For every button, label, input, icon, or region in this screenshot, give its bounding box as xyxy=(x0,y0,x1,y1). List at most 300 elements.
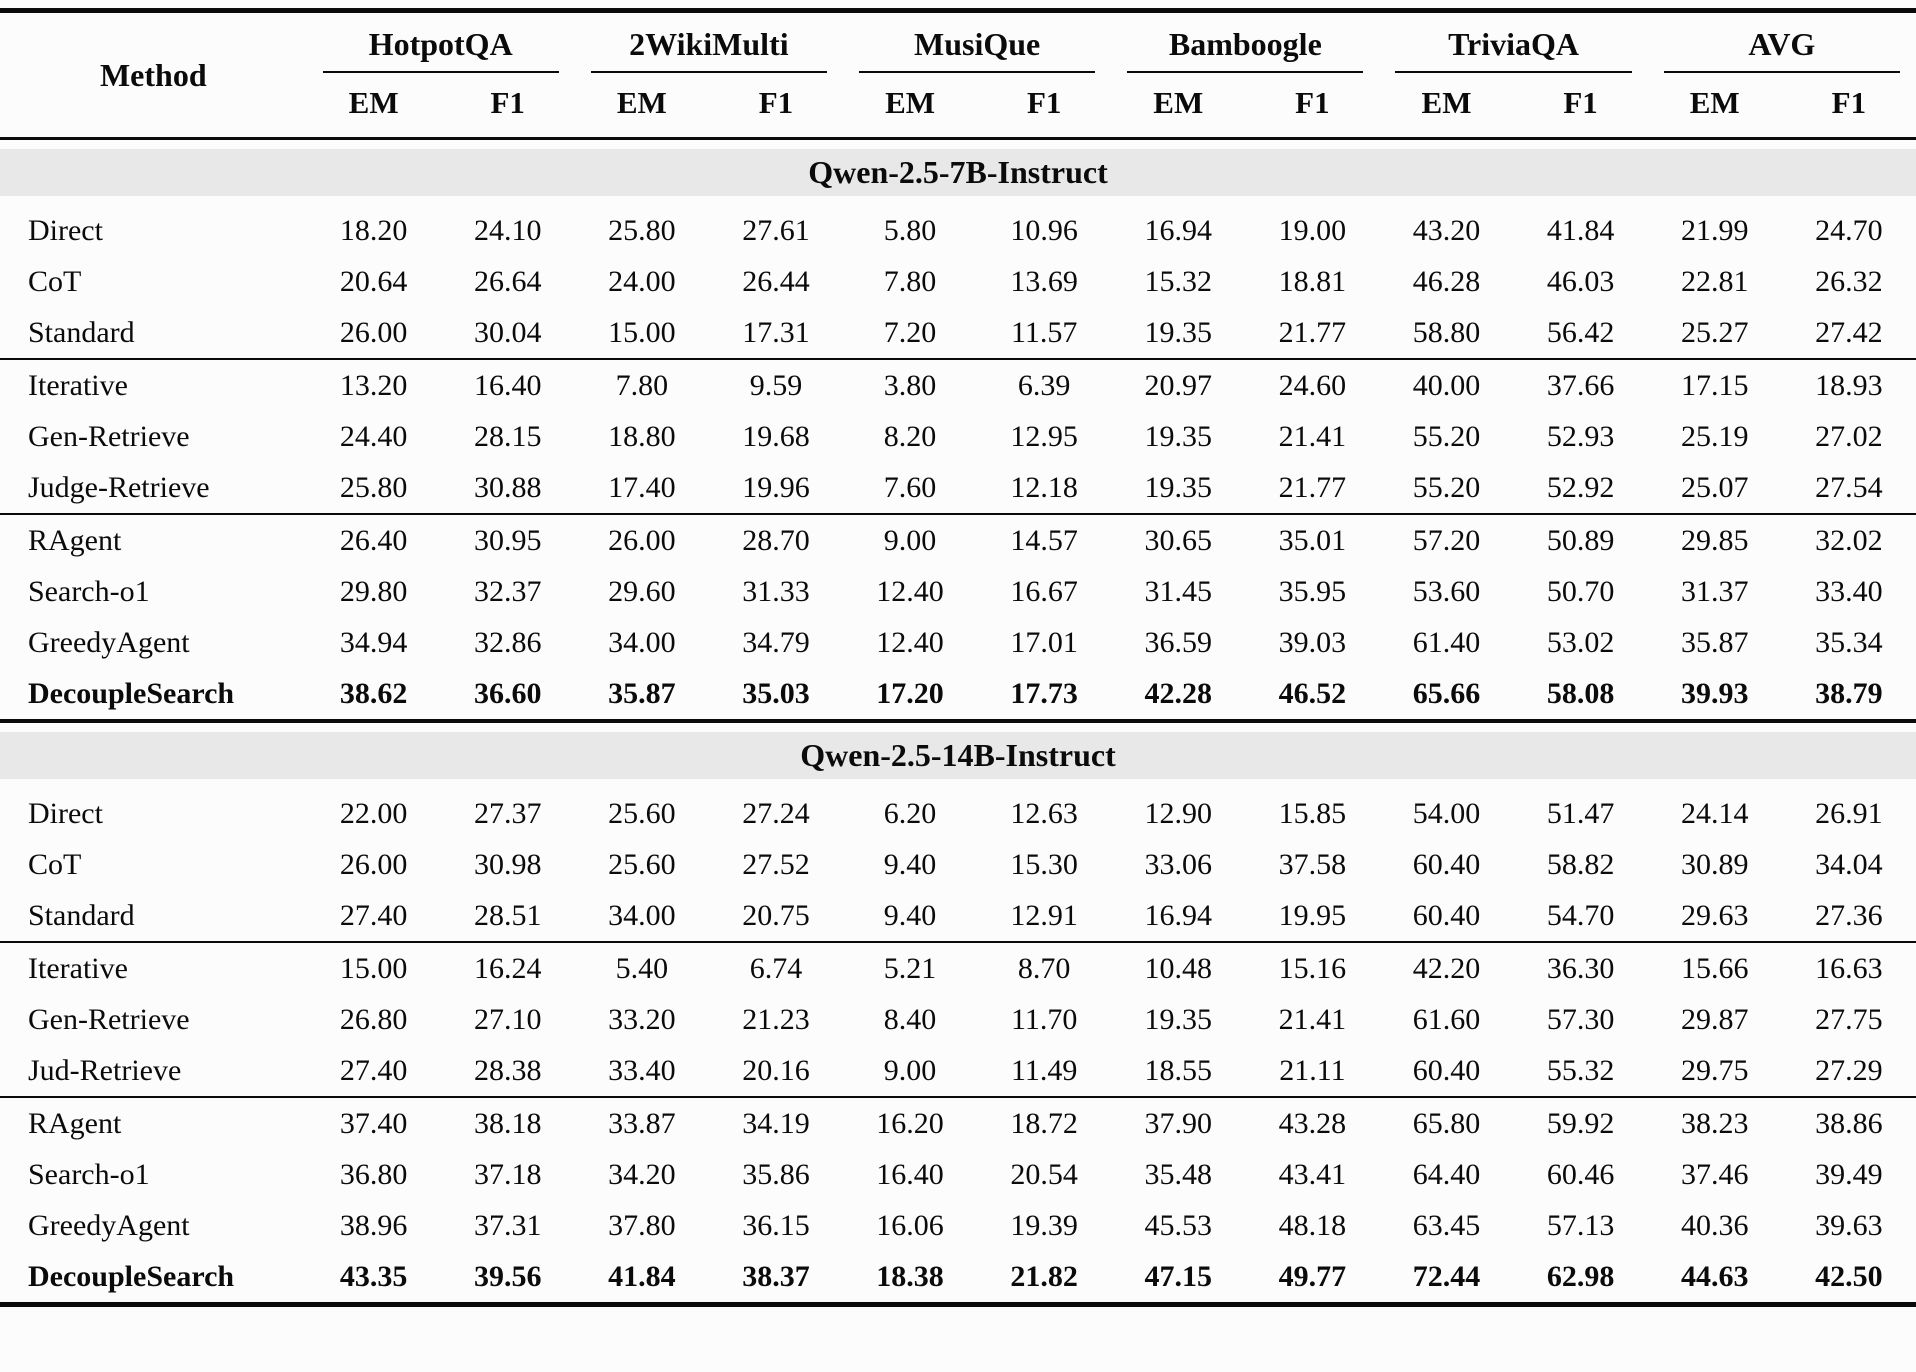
metric-value: 55.32 xyxy=(1546,1053,1615,1087)
metric-value: 31.37 xyxy=(1680,574,1749,608)
table-row xyxy=(0,307,1916,359)
metric-value: 37.40 xyxy=(307,1097,441,1149)
metric-value: 19.39 xyxy=(1010,1208,1078,1242)
metric-value: 72.44 xyxy=(1412,1259,1481,1293)
column-group-avg xyxy=(1648,11,1916,74)
metric-value: 37.66 xyxy=(1514,359,1648,411)
method-name: Standard xyxy=(28,898,135,932)
metric-value: 8.20 xyxy=(883,419,937,453)
metric-value: 39.93 xyxy=(1680,676,1749,710)
method-name: Iterative xyxy=(0,942,307,994)
metric-value: 43.35 xyxy=(339,1259,408,1293)
metric-value: 31.45 xyxy=(1144,574,1213,608)
metric-value: 33.06 xyxy=(1144,847,1213,881)
metric-value: 27.52 xyxy=(742,847,810,881)
metric-value: 53.02 xyxy=(1546,625,1615,659)
metric-value: 45.53 xyxy=(1144,1208,1213,1242)
metric-value: 41.84 xyxy=(1546,213,1615,247)
metric-value: 59.92 xyxy=(1514,1097,1648,1149)
column-group-2wikimulti xyxy=(575,11,843,74)
metric-value: 19.00 xyxy=(1278,213,1347,247)
subheader-f1: F1 xyxy=(1245,73,1379,139)
metric-value: 25.27 xyxy=(1680,315,1749,349)
metric-value: 16.40 xyxy=(441,359,575,411)
column-group-label: TriviaQA xyxy=(1395,27,1631,73)
method-name: RAgent xyxy=(0,514,307,566)
metric-value: 16.40 xyxy=(876,1157,944,1191)
subheader-em: EM xyxy=(843,73,977,139)
table-header xyxy=(0,11,1916,139)
metric-value: 33.20 xyxy=(608,1002,676,1036)
metric-value: 24.70 xyxy=(1815,213,1883,247)
table-row xyxy=(0,1251,1916,1305)
metric-value: 29.75 xyxy=(1680,1053,1749,1087)
metric-value: 5.21 xyxy=(843,942,977,994)
subheader-f1: F1 xyxy=(709,73,843,139)
metric-value: 42.20 xyxy=(1379,942,1513,994)
metric-value: 34.79 xyxy=(742,625,810,659)
metric-value: 15.00 xyxy=(307,942,441,994)
metric-value: 60.46 xyxy=(1546,1157,1615,1191)
metric-value: 7.80 xyxy=(575,359,709,411)
metric-value: 7.60 xyxy=(883,470,937,504)
metric-value: 28.51 xyxy=(473,898,542,932)
metric-value: 38.96 xyxy=(339,1208,408,1242)
metric-value: 25.60 xyxy=(608,796,676,830)
subheader-f1: F1 xyxy=(977,73,1111,139)
table-row xyxy=(0,514,1916,566)
metric-value: 21.99 xyxy=(1680,213,1749,247)
metric-value: 24.60 xyxy=(1245,359,1379,411)
metric-value: 6.20 xyxy=(883,796,937,830)
metric-value: 15.66 xyxy=(1648,942,1782,994)
subheader-em: EM xyxy=(1111,73,1245,139)
metric-value: 12.91 xyxy=(1010,898,1078,932)
subheader-f1: F1 xyxy=(1782,73,1916,139)
column-group-hotpotqa xyxy=(307,11,575,74)
metric-value: 17.01 xyxy=(1010,625,1078,659)
metric-value: 39.63 xyxy=(1815,1208,1883,1242)
metric-value: 63.45 xyxy=(1412,1208,1481,1242)
metric-value: 25.60 xyxy=(608,847,676,881)
metric-value: 34.94 xyxy=(339,625,408,659)
metric-value: 27.75 xyxy=(1815,1002,1883,1036)
metric-value: 44.63 xyxy=(1680,1259,1749,1293)
metric-value: 27.54 xyxy=(1815,470,1883,504)
table-row xyxy=(0,411,1916,462)
metric-value: 62.98 xyxy=(1546,1259,1615,1293)
metric-value: 21.82 xyxy=(1010,1259,1078,1293)
metric-value: 27.40 xyxy=(339,1053,408,1087)
table-row xyxy=(0,256,1916,307)
metric-value: 51.47 xyxy=(1546,796,1615,830)
metric-value: 10.96 xyxy=(1010,213,1078,247)
metric-value: 27.42 xyxy=(1815,315,1883,349)
column-group-bamboogle xyxy=(1111,11,1379,74)
metric-value: 24.40 xyxy=(339,419,408,453)
metric-value: 21.41 xyxy=(1278,1002,1347,1036)
metric-value: 28.15 xyxy=(473,419,542,453)
metric-value: 41.84 xyxy=(608,1259,676,1293)
metric-value: 49.77 xyxy=(1278,1259,1347,1293)
table-row xyxy=(0,839,1916,890)
metric-value: 35.86 xyxy=(742,1157,810,1191)
metric-value: 16.94 xyxy=(1144,213,1213,247)
metric-value: 6.74 xyxy=(709,942,843,994)
column-group-label: MusiQue xyxy=(859,27,1095,73)
metric-value: 37.46 xyxy=(1680,1157,1749,1191)
table-row xyxy=(0,668,1916,721)
metric-value: 35.48 xyxy=(1144,1157,1213,1191)
method-name: Gen-Retrieve xyxy=(28,419,190,453)
metric-value: 11.70 xyxy=(1010,1002,1078,1036)
metric-value: 10.48 xyxy=(1111,942,1245,994)
metric-value: 16.94 xyxy=(1144,898,1213,932)
metric-value: 15.30 xyxy=(1010,847,1078,881)
metric-value: 38.18 xyxy=(441,1097,575,1149)
metric-value: 58.80 xyxy=(1412,315,1481,349)
metric-value: 25.80 xyxy=(608,213,676,247)
metric-value: 38.23 xyxy=(1648,1097,1782,1149)
method-name: GreedyAgent xyxy=(28,625,190,659)
metric-value: 57.30 xyxy=(1546,1002,1615,1036)
metric-value: 20.75 xyxy=(742,898,810,932)
metric-value: 34.04 xyxy=(1815,847,1883,881)
metric-value: 16.20 xyxy=(843,1097,977,1149)
subheader-em: EM xyxy=(1379,73,1513,139)
method-name: Standard xyxy=(28,315,135,349)
metric-value: 18.55 xyxy=(1144,1053,1213,1087)
metric-value: 65.66 xyxy=(1412,676,1481,710)
metric-value: 7.20 xyxy=(883,315,937,349)
metric-value: 30.89 xyxy=(1680,847,1749,881)
section-band xyxy=(0,139,1916,206)
metric-value: 12.95 xyxy=(1010,419,1078,453)
method-name: DecoupleSearch xyxy=(28,676,235,710)
subheader-f1: F1 xyxy=(441,73,575,139)
metric-value: 8.70 xyxy=(977,942,1111,994)
metric-value: 38.37 xyxy=(742,1259,810,1293)
section-title: Qwen-2.5-14B-Instruct xyxy=(0,732,1916,779)
metric-value: 46.03 xyxy=(1546,264,1615,298)
metric-value: 27.40 xyxy=(339,898,408,932)
metric-value: 35.87 xyxy=(1680,625,1749,659)
metric-value: 27.36 xyxy=(1815,898,1883,932)
metric-value: 6.39 xyxy=(977,359,1111,411)
table-row xyxy=(0,617,1916,668)
metric-value: 57.20 xyxy=(1379,514,1513,566)
metric-value: 17.20 xyxy=(876,676,944,710)
subheader-em: EM xyxy=(575,73,709,139)
metric-value: 46.28 xyxy=(1412,264,1481,298)
metric-value: 7.80 xyxy=(883,264,937,298)
metric-value: 30.88 xyxy=(473,470,542,504)
metric-value: 11.49 xyxy=(1010,1053,1078,1087)
metric-value: 31.33 xyxy=(742,574,810,608)
metric-value: 64.40 xyxy=(1412,1157,1481,1191)
metric-value: 17.73 xyxy=(1010,676,1078,710)
metric-value: 5.80 xyxy=(883,213,937,247)
metric-value: 24.14 xyxy=(1680,796,1749,830)
metric-value: 42.28 xyxy=(1144,676,1213,710)
table-row xyxy=(0,462,1916,514)
metric-value: 40.00 xyxy=(1379,359,1513,411)
metric-value: 30.98 xyxy=(473,847,542,881)
metric-value: 18.38 xyxy=(876,1259,944,1293)
metric-value: 46.52 xyxy=(1278,676,1347,710)
metric-value: 27.02 xyxy=(1815,419,1883,453)
metric-value: 28.38 xyxy=(473,1053,542,1087)
table-row xyxy=(0,566,1916,617)
table-row xyxy=(0,1149,1916,1200)
method-name: Gen-Retrieve xyxy=(28,1002,190,1036)
method-name: Iterative xyxy=(0,359,307,411)
metric-value: 24.10 xyxy=(473,213,542,247)
subheader-em: EM xyxy=(307,73,441,139)
metric-value: 55.20 xyxy=(1412,470,1481,504)
column-group-label: HotpotQA xyxy=(323,27,559,73)
metric-value: 17.15 xyxy=(1648,359,1782,411)
table-row xyxy=(0,942,1916,994)
column-group-label: AVG xyxy=(1664,27,1900,73)
metric-value: 29.63 xyxy=(1680,898,1749,932)
metric-value: 19.35 xyxy=(1144,419,1213,453)
metric-value: 34.20 xyxy=(608,1157,676,1191)
metric-value: 18.80 xyxy=(608,419,676,453)
table-row xyxy=(0,1045,1916,1097)
metric-value: 27.24 xyxy=(742,796,810,830)
method-name: CoT xyxy=(28,264,82,298)
metric-value: 35.34 xyxy=(1815,625,1883,659)
metric-value: 29.87 xyxy=(1680,1002,1749,1036)
metric-value: 15.16 xyxy=(1245,942,1379,994)
metric-value: 17.40 xyxy=(608,470,676,504)
metric-value: 13.69 xyxy=(1010,264,1078,298)
metric-value: 19.95 xyxy=(1278,898,1347,932)
metric-value: 37.90 xyxy=(1111,1097,1245,1149)
metric-value: 35.01 xyxy=(1245,514,1379,566)
subheader-f1: F1 xyxy=(1514,73,1648,139)
metric-value: 20.64 xyxy=(339,264,408,298)
metric-value: 60.40 xyxy=(1412,898,1481,932)
column-group-label: 2WikiMulti xyxy=(591,27,827,73)
metric-value: 25.07 xyxy=(1680,470,1749,504)
metric-value: 17.31 xyxy=(742,315,810,349)
metric-value: 34.00 xyxy=(608,898,676,932)
results-table xyxy=(0,8,1916,1307)
metric-value: 30.04 xyxy=(473,315,542,349)
metric-value: 21.77 xyxy=(1278,470,1347,504)
metric-value: 34.19 xyxy=(709,1097,843,1149)
metric-value: 39.49 xyxy=(1815,1157,1883,1191)
metric-value: 33.87 xyxy=(575,1097,709,1149)
metric-value: 35.03 xyxy=(742,676,810,710)
metric-value: 19.68 xyxy=(742,419,810,453)
metric-value: 12.63 xyxy=(1010,796,1078,830)
table-row xyxy=(0,788,1916,839)
metric-value: 61.60 xyxy=(1412,1002,1481,1036)
metric-value: 16.67 xyxy=(1010,574,1078,608)
metric-value: 65.80 xyxy=(1379,1097,1513,1149)
metric-value: 33.40 xyxy=(1815,574,1883,608)
metric-value: 57.13 xyxy=(1546,1208,1615,1242)
table-row xyxy=(0,205,1916,256)
metric-value: 27.10 xyxy=(473,1002,542,1036)
table-row xyxy=(0,359,1916,411)
table-row xyxy=(0,890,1916,942)
method-name: Direct xyxy=(28,213,103,247)
metric-value: 25.19 xyxy=(1680,419,1749,453)
metric-value: 38.79 xyxy=(1815,676,1883,710)
metric-value: 32.37 xyxy=(473,574,542,608)
metric-value: 60.40 xyxy=(1412,847,1481,881)
metric-value: 48.18 xyxy=(1278,1208,1347,1242)
metric-value: 12.40 xyxy=(876,574,944,608)
table-row xyxy=(0,1200,1916,1251)
metric-value: 24.00 xyxy=(608,264,676,298)
metric-value: 37.18 xyxy=(473,1157,542,1191)
metric-value: 18.81 xyxy=(1278,264,1347,298)
method-name: RAgent xyxy=(0,1097,307,1149)
metric-value: 54.00 xyxy=(1412,796,1481,830)
metric-value: 21.41 xyxy=(1278,419,1347,453)
metric-value: 19.96 xyxy=(742,470,810,504)
metric-value: 8.40 xyxy=(883,1002,937,1036)
metric-value: 9.40 xyxy=(883,847,937,881)
metric-value: 30.65 xyxy=(1111,514,1245,566)
method-column-header: Method xyxy=(0,11,307,139)
metric-value: 36.30 xyxy=(1514,942,1648,994)
method-name: Jud-Retrieve xyxy=(28,1053,182,1087)
group-header-row xyxy=(0,11,1916,74)
metric-value: 29.60 xyxy=(608,574,676,608)
metric-value: 19.35 xyxy=(1144,470,1213,504)
method-name: Judge-Retrieve xyxy=(28,470,210,504)
metric-value: 52.92 xyxy=(1546,470,1615,504)
metric-value: 40.36 xyxy=(1680,1208,1749,1242)
metric-value: 12.90 xyxy=(1144,796,1213,830)
table-row xyxy=(0,994,1916,1045)
metric-value: 58.82 xyxy=(1546,847,1615,881)
metric-value: 9.00 xyxy=(843,514,977,566)
metric-value: 20.97 xyxy=(1111,359,1245,411)
metric-value: 12.18 xyxy=(1010,470,1078,504)
metric-value: 60.40 xyxy=(1412,1053,1481,1087)
metric-value: 42.50 xyxy=(1815,1259,1883,1293)
metric-value: 37.31 xyxy=(473,1208,542,1242)
metric-value: 19.35 xyxy=(1144,1002,1213,1036)
metric-value: 43.28 xyxy=(1245,1097,1379,1149)
method-name: GreedyAgent xyxy=(28,1208,190,1242)
method-name: Search-o1 xyxy=(28,574,150,608)
table-row xyxy=(0,1097,1916,1149)
metric-value: 26.80 xyxy=(339,1002,408,1036)
metric-value: 29.85 xyxy=(1648,514,1782,566)
metric-value: 35.95 xyxy=(1278,574,1347,608)
metric-value: 25.80 xyxy=(339,470,408,504)
metric-value: 38.62 xyxy=(339,676,408,710)
metric-value: 30.95 xyxy=(441,514,575,566)
metric-value: 9.00 xyxy=(883,1053,937,1087)
metric-value: 34.00 xyxy=(608,625,676,659)
metric-value: 3.80 xyxy=(843,359,977,411)
metric-value: 22.00 xyxy=(339,796,408,830)
metric-value: 12.40 xyxy=(876,625,944,659)
method-name: DecoupleSearch xyxy=(28,1259,235,1293)
metric-value: 61.40 xyxy=(1412,625,1481,659)
metric-value: 21.77 xyxy=(1278,315,1347,349)
metric-value: 26.00 xyxy=(339,315,408,349)
metric-value: 11.57 xyxy=(1010,315,1078,349)
metric-value: 27.29 xyxy=(1815,1053,1883,1087)
column-group-triviaqa xyxy=(1379,11,1647,74)
metric-value: 37.58 xyxy=(1278,847,1347,881)
metric-value: 20.54 xyxy=(1010,1157,1078,1191)
metric-value: 27.61 xyxy=(742,213,810,247)
metric-value: 58.08 xyxy=(1546,676,1615,710)
metric-value: 56.42 xyxy=(1546,315,1615,349)
metric-value: 50.89 xyxy=(1514,514,1648,566)
metric-value: 39.56 xyxy=(473,1259,542,1293)
metric-value: 9.40 xyxy=(883,898,937,932)
section-header-row xyxy=(0,139,1916,206)
metric-value: 26.91 xyxy=(1815,796,1883,830)
table-body xyxy=(0,139,1916,1305)
column-group-musique xyxy=(843,11,1111,74)
metric-value: 18.20 xyxy=(339,213,408,247)
metric-value: 22.81 xyxy=(1680,264,1749,298)
metric-value: 19.35 xyxy=(1144,315,1213,349)
metric-value: 28.70 xyxy=(709,514,843,566)
method-name: Direct xyxy=(28,796,103,830)
column-group-label: Bamboogle xyxy=(1127,27,1363,73)
metric-value: 33.40 xyxy=(608,1053,676,1087)
metric-value: 16.06 xyxy=(876,1208,944,1242)
metric-value: 21.11 xyxy=(1279,1053,1346,1087)
metric-value: 36.60 xyxy=(473,676,542,710)
metric-value: 26.00 xyxy=(575,514,709,566)
metric-value: 54.70 xyxy=(1546,898,1615,932)
metric-value: 16.63 xyxy=(1782,942,1916,994)
metric-value: 50.70 xyxy=(1546,574,1615,608)
metric-value: 26.32 xyxy=(1815,264,1883,298)
metric-value: 37.80 xyxy=(608,1208,676,1242)
method-name: CoT xyxy=(28,847,82,881)
metric-value: 36.15 xyxy=(742,1208,810,1242)
metric-value: 21.23 xyxy=(742,1002,810,1036)
section-title: Qwen-2.5-7B-Instruct xyxy=(0,149,1916,196)
metric-value: 18.72 xyxy=(977,1097,1111,1149)
metric-value: 16.24 xyxy=(441,942,575,994)
metric-value: 26.40 xyxy=(307,514,441,566)
metric-value: 43.41 xyxy=(1278,1157,1347,1191)
metric-value: 55.20 xyxy=(1412,419,1481,453)
section-header-row xyxy=(0,721,1916,788)
method-name: Search-o1 xyxy=(28,1157,150,1191)
metric-value: 27.37 xyxy=(473,796,542,830)
metric-value: 35.87 xyxy=(608,676,676,710)
metric-value: 43.20 xyxy=(1412,213,1481,247)
metric-value: 26.00 xyxy=(339,847,408,881)
metric-value: 39.03 xyxy=(1278,625,1347,659)
metric-value: 14.57 xyxy=(977,514,1111,566)
metric-value: 47.15 xyxy=(1144,1259,1213,1293)
metric-value: 15.85 xyxy=(1278,796,1347,830)
section-band xyxy=(0,721,1916,788)
metric-value: 36.80 xyxy=(339,1157,408,1191)
metric-value: 36.59 xyxy=(1144,625,1213,659)
metric-value: 52.93 xyxy=(1546,419,1615,453)
